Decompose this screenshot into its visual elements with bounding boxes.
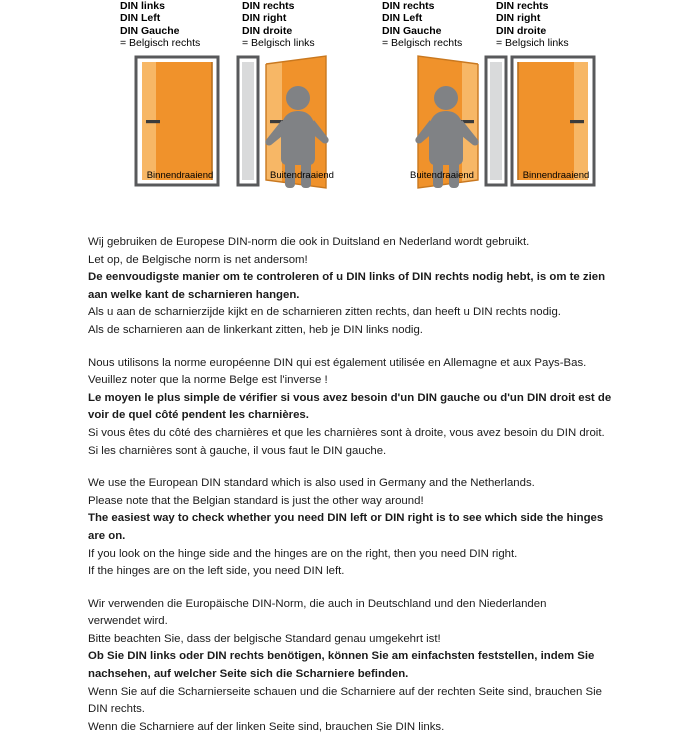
panel-4-line-3: DIN droite: [496, 24, 547, 37]
diagram-panel-din-rechts-closed: [492, 0, 620, 218]
panel-3-art: [378, 54, 506, 189]
en-line-2: Please note that the Belgian standard is just the other way around!: [88, 494, 424, 507]
nl-line-4: aan welke kant de scharnieren hangen.: [88, 288, 300, 301]
fr-line-5: Si vous êtes du côté des charnières et que les charnières sont à droite, vous avez besoin du DIN droit.: [88, 426, 605, 439]
panel-4-caption: Binnendraaiend: [522, 169, 590, 181]
nl-line-2: Let op, de Belgische norm is net andersom!: [88, 253, 308, 266]
de-line-8: Wenn die Scharniere auf der linken Seite sind, brauchen Sie DIN links.: [88, 720, 445, 733]
panel-2-line-3: DIN droite: [242, 24, 293, 37]
door-handing-diagram: [0, 0, 700, 218]
fr-line-4: voir de quel côté pendent les charnières.: [88, 409, 309, 422]
fr-line-3: Le moyen le plus simple de vérifier si vous avez besoin d'un DIN gauche ou d'un DIN droit est de: [88, 391, 612, 404]
paragraph-french: [88, 355, 654, 461]
panel-4-line-2: DIN right: [496, 12, 541, 25]
de-line-1: Wir verwenden die Europäische DIN-Norm, die auch in Deutschland und den Niederlanden: [88, 597, 547, 610]
panel-2-line-2: DIN right: [242, 12, 287, 25]
diagram-panel-din-links-closed: [116, 0, 244, 218]
panel-1-line-1: DIN links: [120, 0, 165, 12]
paragraph-english: [88, 475, 654, 581]
panel-1-line-2: DIN Left: [120, 12, 161, 25]
panel-2-labels: [238, 0, 366, 50]
fr-line-6: Si les charnières sont à gauche, il vous faut le DIN gauche.: [88, 444, 387, 457]
nl-line-3: De eenvoudigste manier om te controleren of u DIN links of DIN rechts nodig hebt, is om te zien: [88, 271, 606, 284]
panel-1-labels: [116, 0, 244, 50]
panel-2-note: = Belgisch links: [242, 37, 315, 50]
de-line-2: verwendet wird.: [88, 615, 168, 628]
spacer-en-de: [88, 581, 654, 596]
panel-1-art: [116, 54, 244, 189]
panel-4-labels: [492, 0, 620, 50]
panel-4-art: [492, 54, 620, 189]
de-line-3: Bitte beachten Sie, dass der belgische Standard genau umgekehrt ist!: [88, 632, 441, 645]
explanatory-text: [88, 234, 654, 736]
panel-2-line-1: DIN rechts: [242, 0, 295, 12]
panel-1-note: = Belgisch rechts: [120, 37, 201, 50]
en-line-1: We use the European DIN standard which is also used in Germany and the Netherlands.: [88, 477, 535, 490]
panel-1-caption: Binnendraaiend: [146, 169, 214, 181]
panel-4-note: = Belgsich links: [496, 37, 569, 50]
diagram-panel-din-rechts-open-mirror: [378, 0, 506, 218]
paragraph-dutch: [88, 234, 654, 340]
en-line-4: are on.: [88, 529, 126, 542]
diagram-panel-din-rechts-open: [238, 0, 366, 218]
fr-line-2: Veuillez noter que la norme Belge est l'inverse !: [88, 374, 328, 387]
en-line-5: If you look on the hinge side and the hinges are on the right, then you need DIN right.: [88, 547, 518, 560]
panel-3-line-3: DIN Gauche: [382, 24, 442, 37]
panel-2-art: [238, 54, 366, 189]
panel-3-caption: Buitendraaiend: [410, 169, 474, 181]
spacer-fr-en: [88, 460, 654, 475]
nl-line-1: Wij gebruiken de Europese DIN-norm die ook in Duitsland en Nederland wordt gebruikt.: [88, 236, 530, 248]
spacer-nl-fr: [88, 340, 654, 355]
paragraph-german: [88, 596, 654, 736]
fr-line-1: Nous utilisons la norme européenne DIN qui est également utilisée en Allemagne et aux Pays-Bas.: [88, 356, 587, 369]
de-line-5: nachsehen, auf welcher Seite sich die Scharniere befinden.: [88, 668, 409, 681]
en-line-6: If the hinges are on the left side, you need DIN left.: [88, 565, 345, 578]
en-line-3: The easiest way to check whether you need DIN left or DIN right is to see which side the hinges: [88, 512, 604, 525]
panel-3-note: = Belgisch rechts: [382, 37, 463, 50]
panel-3-line-2: DIN Left: [382, 12, 423, 25]
panel-3-labels: [378, 0, 506, 50]
panel-4-line-1: DIN rechts: [496, 0, 549, 12]
de-line-6: Wenn Sie auf die Scharnierseite schauen und die Scharniere auf der rechten Seite sind, brauchen Sie: [88, 685, 602, 698]
panel-2-caption: Buitendraaiend: [270, 169, 334, 181]
nl-line-5: Als u aan de scharnierzijde kijkt en de scharnieren zitten rechts, dan heeft u DIN rechts nodig.: [88, 306, 561, 319]
panel-1-line-3: DIN Gauche: [120, 24, 180, 37]
de-line-7: DIN rechts.: [88, 703, 145, 716]
nl-line-6: Als de scharnieren aan de linkerkant zitten, heb je DIN links nodig.: [88, 323, 423, 336]
panel-3-line-1: DIN rechts: [382, 0, 435, 12]
de-line-4: Ob Sie DIN links oder DIN rechts benötigen, können Sie am einfachsten feststellen, indem Sie: [88, 650, 595, 663]
